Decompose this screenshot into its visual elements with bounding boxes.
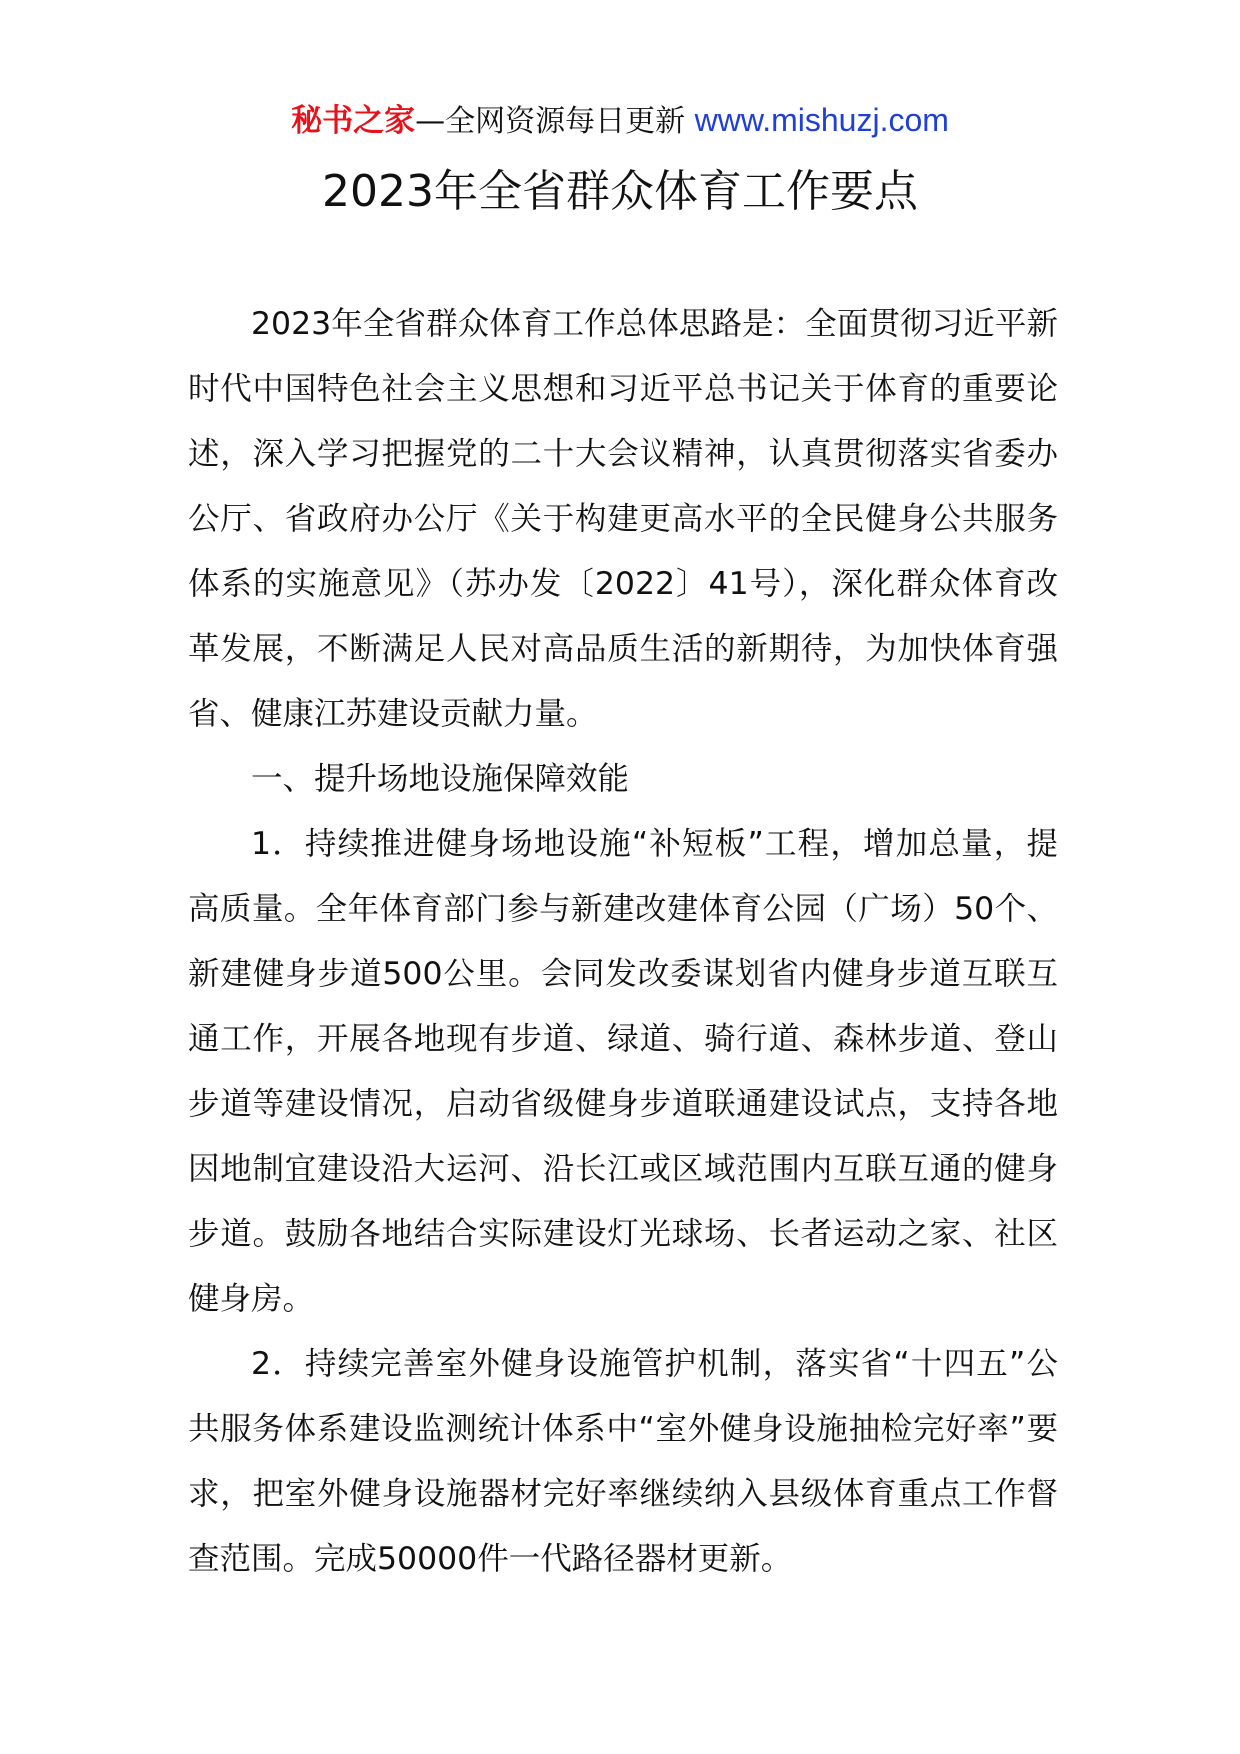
document-title: 2023年全省群众体育工作要点 xyxy=(322,166,918,217)
site-header-banner xyxy=(0,100,1240,142)
brand-name: 秘书之家 xyxy=(291,103,416,139)
section-heading-1: 一、提升场地设施保障效能 xyxy=(251,761,630,797)
site-url-link[interactable]: www.mishuzj.com xyxy=(694,102,949,138)
paragraph-item-1: 1．持续推进健身场地设施“补短板”工程，增加总量，提高质量。全年体育部门参与新建改建体育公园（广场）50个、新建健身步道500公里。会同发改委谋划省内健身步道互联互通工作，开展各地现有步道、绿道、骑行道、森林步道、登山步道等建设情况，启动省级健身步道联通建设试点，支持各地因地制宜建设沿大运河、沿长江或区域范围内互联互通的健身步道。鼓励各地结合实际建设灯光球场、长者运动之家、社区健身房。 xyxy=(188,826,1058,1317)
document-body xyxy=(188,292,1058,1592)
paragraph-overview: 2023年全省群众体育工作总体思路是：全面贯彻习近平新时代中国特色社会主义思想和习近平总书记关于体育的重要论述，深入学习把握党的二十大会议精神，认真贯彻落实省委办公厅、省政府办公厅《关于构建更高水平的全民健身公共服务体系的实施意见》（苏办发〔2022〕41号），深化群众体育改革发展，不断满足人民对高品质生活的新期待，为加快体育强省、健康江苏建设贡献力量。 xyxy=(188,306,1058,732)
paragraph-item-2: 2．持续完善室外健身设施管护机制，落实省“十四五”公共服务体系建设监测统计体系中“室外健身设施抽检完好率”要求，把室外健身设施器材完好率继续纳入县级体育重点工作督查范围。完成50000件一代路径器材更新。 xyxy=(188,1346,1058,1577)
header-slogan: —全网资源每日更新 xyxy=(415,104,695,139)
